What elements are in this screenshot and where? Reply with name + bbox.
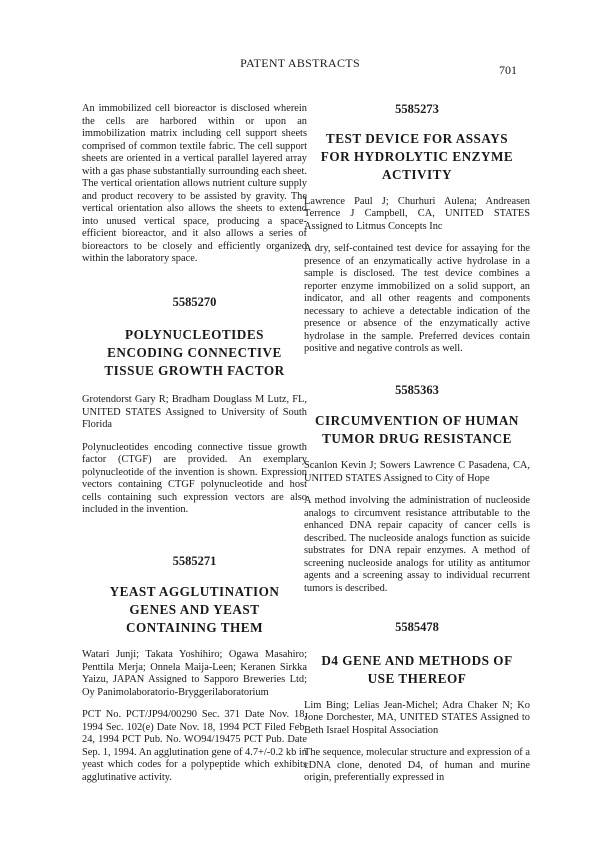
patent-number: 5585273 [395,102,439,116]
title-line: ACTIVITY [382,166,452,182]
title-line: POLYNUCLEOTIDES [125,327,264,342]
title-line: D4 GENE AND METHODS OF [321,652,513,668]
patent-number: 5585271 [172,553,217,568]
patent-abstract: Polynucleotides encoding connective tissue growth factor (CTGF) are provided. An exemplary polynucleotide of the invention is shown. Expression vectors containing CTGF polynucleotide and host cells containing such expression vectors are also included in the invention. [82,441,307,515]
title-line: GENES AND YEAST [129,602,260,617]
patent-title [82,583,307,637]
patent-number: 5585478 [395,620,439,634]
patent-abstract: The sequence, molecular structure and expression of a cDNA clone, denoted D4, of human and murine origin, preferentially expressed in [304,747,530,783]
page-number: 701 [499,63,517,77]
title-line: TISSUE GROWTH FACTOR [104,363,285,378]
patent-title [304,652,530,688]
patent-title [304,412,530,448]
title-line: CIRCUMVENTION OF HUMAN [315,413,519,428]
patent-title [82,326,307,380]
intro-abstract: An immobilized cell bioreactor is disclosed wherein the cells are harbored within or upon an immobilization matrix including cell support sheets comprised of common textile fabric. The cell support sheets are oriented in a vertical parallel layered array with a gas phase substantially surrounding each sheet. The vertical orientation allows nutrient culture supply and product recovery to be assisted by gravity. The vertical orientation also allows the sheets to extend into unused vertical space, producing a space-efficient bioreactor, and it also allows a series of bioreactors to be closely and efficiently organized within the laboratory space. [82,103,307,264]
patent-abstract: A method involving the administration of nucleoside analogs to circumvent resistance attributable to the enhanced DNA repair capacity of cancer cells is described. The nucleoside analogs function as suicide substrates for DNA repair enzymes. A method of screening nucleoside analogs for utility as antitumor agents and a screening assay to individual recurrent tumors is described. [304,495,530,594]
title-line: FOR HYDROLYTIC ENZYME [320,148,514,164]
title-line: CONTAINING THEM [125,620,264,635]
patent-entry-5585271 [82,555,307,785]
patent-authors: Grotendorst Gary R; Bradham Douglass M Lutz, FL, UNITED STATES Assigned to University of South Florida [82,394,307,430]
patent-number: 5585270 [172,294,217,309]
patent-number: 5585363 [395,382,439,397]
title-line: USE THEREOF [367,670,467,686]
patent-abstract: A dry, self-contained test device for assaying for the presence of an enzymatically active hydrolase in a sample is disclosed. The test device combines a reporter enzyme immobilized on a solid support, an indicator, and all other reagents and components necessary to achieve a detectable indication of the presence or absence of the enzymatically active hydrolase in the sample. Preferred devices contain positive and negative controls as well. [304,243,530,354]
patent-entry-5585270 [82,296,307,517]
patent-entry-5585478 [304,621,530,785]
patent-abstract: PCT No. PCT/JP94/00290 Sec. 371 Date Nov. 18, 1994 Sec. 102(e) Date Nov. 18, 1994 PCT Filed Feb. 24, 1994 PCT Pub. No. WO94/19475 PCT Pub. Date Sep. 1, 1994. An agglutination gene of 4.7+/-0.2 kb in yeast which codes for a polypeptide which exhibits agglutinative activity. [82,709,307,783]
patent-authors: Scanlon Kevin J; Sowers Lawrence C Pasadena, CA, UNITED STATES Assigned to City of Hope [304,460,530,484]
title-line: TEST DEVICE FOR ASSAYS [325,130,509,146]
left-column [82,103,307,784]
title-line: TUMOR DRUG RESISTANCE [322,431,512,446]
patent-authors: Lim Bing; Lelias Jean-Michel; Adra Chaker N; Ko Jone Dorchester, MA, UNITED STATES Assigned to Beth Israel Hospital Association [304,699,530,736]
title-line: YEAST AGGLUTINATION [109,584,280,599]
right-column [304,103,530,785]
running-head: PATENT ABSTRACTS [240,56,360,70]
patent-entry-5585363 [304,384,530,596]
patent-entry-5585273 [304,103,530,356]
title-line: ENCODING CONNECTIVE [107,345,282,360]
patent-authors: Watari Junji; Takata Yoshihiro; Ogawa Masahiro; Penttila Merja; Onnela Maija-Leen; Keranen Sirkka Yaizu, JAPAN Assigned to Sapporo Breweries Ltd; Oy Panimolaboratorio-Bryggerilaboratorium [82,649,307,698]
patent-title [304,130,530,184]
patent-authors: Lawrence Paul J; Churhuri Aulena; Andreasen Terrence J Campbell, CA, UNITED STATES Assigned to Litmus Concepts Inc [304,195,530,232]
